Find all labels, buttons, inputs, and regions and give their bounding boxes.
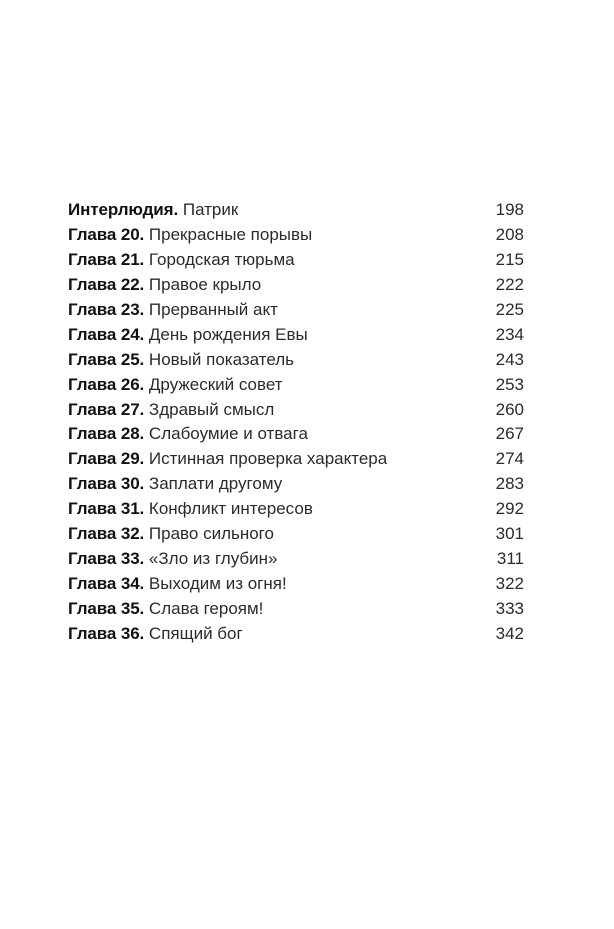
toc-entry[interactable] <box>68 398 524 423</box>
toc-entry-title: Конфликт интересов <box>148 499 313 519</box>
toc-entry-page-number: 311 <box>496 549 524 569</box>
toc-entry[interactable] <box>68 497 524 522</box>
toc-entry-title: Истинная проверка характера <box>148 449 388 469</box>
toc-entry-page-number: 301 <box>495 524 524 544</box>
toc-entry-title: Прекрасные порывы <box>148 224 313 244</box>
toc-entry-title: Патрик <box>182 200 239 219</box>
toc-entry[interactable] <box>68 447 524 472</box>
toc-entry-text <box>68 348 294 373</box>
toc-entry-page-number: 274 <box>495 449 524 469</box>
toc-entry-title: Спящий бог <box>148 623 243 643</box>
toc-entry-page-number: 253 <box>495 374 524 394</box>
toc-entry[interactable] <box>68 323 524 348</box>
toc-entry-title: Заплати другому <box>148 474 283 494</box>
toc-entry-label: Глава 31. <box>68 499 145 519</box>
toc-entry-text <box>68 248 295 273</box>
toc-entry-page-number: 208 <box>495 224 524 244</box>
toc-entry[interactable] <box>68 472 524 497</box>
toc-entry-title: День рождения Евы <box>148 324 308 344</box>
toc-entry-label: Глава 21. <box>68 249 145 269</box>
toc-entry-title: Городская тюрьма <box>148 249 295 269</box>
toc-entry-page-number: 198 <box>495 200 524 219</box>
toc-entry-text <box>68 298 278 323</box>
toc-entry-title: «Зло из глубин» <box>148 549 278 569</box>
toc-entry[interactable] <box>68 597 524 622</box>
toc-entry[interactable] <box>68 223 524 248</box>
toc-entry-title: Слава героям! <box>148 599 264 618</box>
toc-entry-page-number: 333 <box>495 599 524 618</box>
toc-entry-text <box>68 373 283 398</box>
toc-entry-title: Новый показатель <box>148 349 294 369</box>
toc-entry-text <box>68 572 287 597</box>
toc-entry-label: Глава 27. <box>68 399 145 419</box>
toc-entry-label: Интерлюдия. <box>68 200 179 219</box>
toc-entry[interactable] <box>68 273 524 298</box>
toc-entry-title: Слабоумие и отвага <box>148 424 308 444</box>
toc-entry-page-number: 215 <box>495 249 524 269</box>
toc-entry[interactable] <box>68 522 524 547</box>
toc-entry-page-number: 260 <box>495 399 524 419</box>
toc-entry[interactable] <box>68 547 524 572</box>
toc-entry-text <box>68 398 274 423</box>
toc-entry-label: Глава 29. <box>68 449 145 469</box>
toc-entry-label: Глава 28. <box>68 424 145 444</box>
toc-entry-label: Глава 23. <box>68 299 145 319</box>
toc-entry-title: Прерванный акт <box>148 299 278 319</box>
toc-entry-label: Глава 30. <box>68 474 145 494</box>
toc-entry-text <box>68 472 282 497</box>
toc-entry-label: Глава 24. <box>68 324 145 344</box>
toc-entry-text <box>68 273 261 298</box>
toc-entry-page-number: 283 <box>495 474 524 494</box>
toc-entry-page-number: 292 <box>495 499 524 519</box>
toc-entry-text <box>68 547 277 572</box>
toc-entry-text <box>68 597 263 622</box>
toc-entry-label: Глава 26. <box>68 374 145 394</box>
toc-entry-page-number: 267 <box>495 424 524 444</box>
toc-entry-label: Глава 35. <box>68 599 145 618</box>
toc-entry-page-number: 243 <box>495 349 524 369</box>
table-of-contents <box>68 198 524 647</box>
toc-entry-label: Глава 36. <box>68 623 145 643</box>
toc-entry-label: Глава 20. <box>68 224 145 244</box>
toc-entry[interactable] <box>68 622 524 647</box>
toc-entry-text <box>68 622 243 647</box>
toc-entry[interactable] <box>68 248 524 273</box>
toc-entry-page-number: 342 <box>495 623 524 643</box>
toc-entry-label: Глава 33. <box>68 549 145 569</box>
toc-entry[interactable] <box>68 422 524 447</box>
toc-entry-title: Выходим из огня! <box>148 574 287 594</box>
toc-entry-title: Здравый смысл <box>148 399 275 419</box>
toc-entry-label: Глава 22. <box>68 274 145 294</box>
toc-entry[interactable] <box>68 348 524 373</box>
toc-entry[interactable] <box>68 572 524 597</box>
toc-entry-label: Глава 25. <box>68 349 145 369</box>
toc-entry-page-number: 322 <box>495 574 524 594</box>
toc-entry-label: Глава 34. <box>68 574 145 594</box>
toc-entry[interactable] <box>68 298 524 323</box>
toc-entry-title: Право сильного <box>148 524 274 544</box>
toc-entry-title: Правое крыло <box>148 274 262 294</box>
toc-entry-text <box>68 223 312 248</box>
toc-entry-text <box>68 497 313 522</box>
toc-entry-page-number: 225 <box>495 299 524 319</box>
toc-entry-text <box>68 198 238 223</box>
toc-entry-text <box>68 323 308 348</box>
toc-entry-page-number: 234 <box>495 324 524 344</box>
toc-entry[interactable] <box>68 198 524 223</box>
toc-entry-text <box>68 447 387 472</box>
toc-entry-text <box>68 522 274 547</box>
toc-entry-title: Дружеский совет <box>148 374 283 394</box>
toc-entry[interactable] <box>68 373 524 398</box>
toc-entry-label: Глава 32. <box>68 524 145 544</box>
toc-entry-text <box>68 422 308 447</box>
toc-entry-page-number: 222 <box>495 274 524 294</box>
